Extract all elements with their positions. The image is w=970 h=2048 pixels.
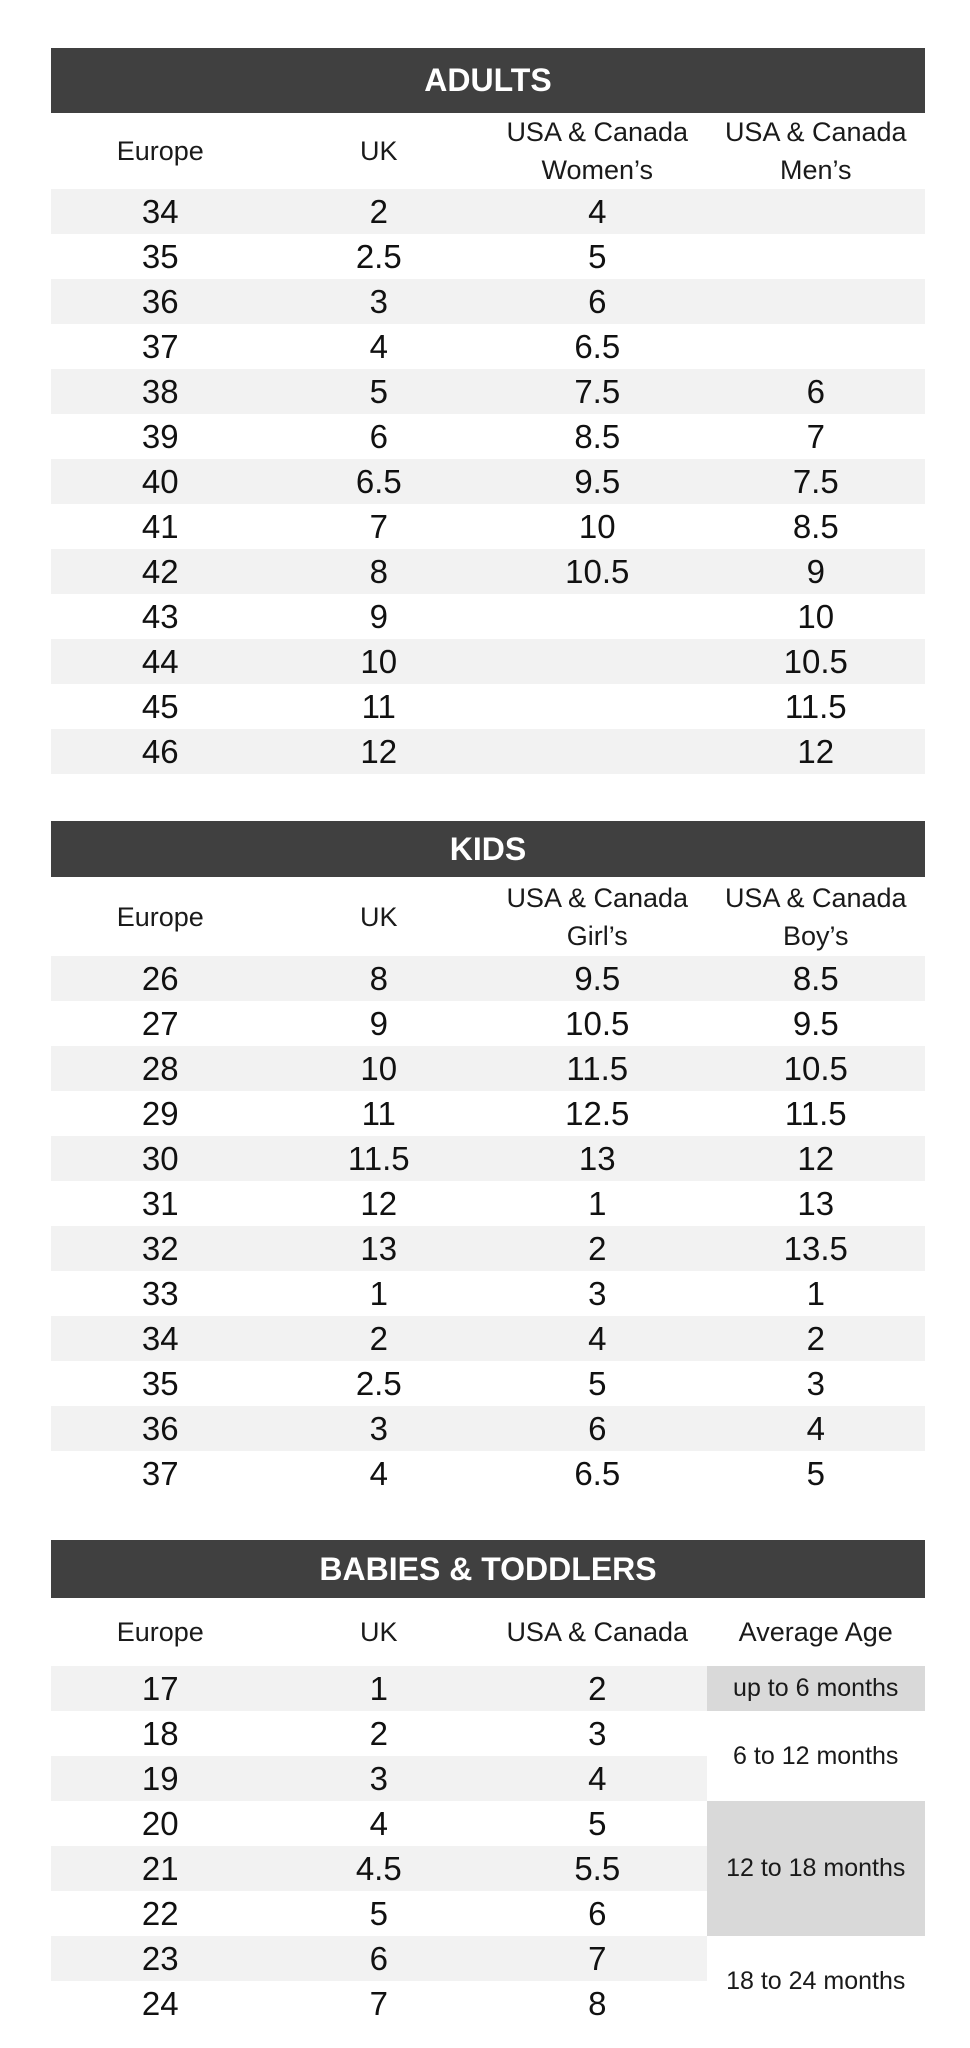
table-cell: 2.5 — [355, 1365, 402, 1402]
table-row — [51, 1846, 707, 1891]
table-cell: 34 — [141, 193, 179, 230]
table-cell: 26 — [141, 960, 179, 997]
kids-column-header — [488, 877, 707, 956]
age-group-cell: up to 6 months — [707, 1666, 926, 1711]
table-cell: 12.5 — [565, 1095, 630, 1132]
table-cell: 41 — [141, 508, 179, 545]
age-group-cell: 18 to 24 months — [726, 1966, 906, 1995]
table-cell: 7 — [588, 1940, 607, 1977]
table-cell: 27 — [141, 1005, 179, 1042]
table-row — [51, 1756, 707, 1801]
table-cell: 11.5 — [566, 1050, 629, 1087]
table-cell: 42 — [141, 553, 179, 590]
table-cell: 4 — [806, 1410, 825, 1447]
age-group-cell: 12 to 18 months — [707, 1801, 926, 1936]
adults-column-header-line: USA & Canada — [724, 117, 907, 147]
table-cell: 3 — [588, 1275, 607, 1312]
table-cell: 6 — [588, 1895, 607, 1932]
kids-column-header — [707, 877, 926, 956]
babies-banner: BABIES & TODDLERS — [51, 1540, 925, 1598]
table-cell: 6.5 — [574, 1455, 621, 1492]
kids-banner: KIDS — [51, 821, 925, 877]
table-cell: 45 — [141, 688, 179, 725]
table-cell: 34 — [141, 1320, 179, 1357]
table-cell: 13.5 — [783, 1230, 848, 1267]
table-cell: 6 — [806, 373, 825, 410]
table-cell: 2.5 — [355, 238, 402, 275]
table-cell: 4 — [588, 1320, 607, 1357]
table-cell: 5 — [369, 1895, 388, 1932]
table-cell: 37 — [141, 1455, 179, 1492]
table-cell: 11.5 — [347, 1140, 410, 1177]
adults-section — [51, 48, 925, 774]
babies-column-header — [707, 1598, 926, 1666]
table-cell: 6.5 — [574, 328, 621, 365]
table-cell: 17 — [141, 1670, 179, 1707]
babies-column-header-line: UK — [359, 1617, 398, 1647]
table-cell: 12 — [360, 733, 398, 770]
adults-column-header — [707, 113, 926, 189]
table-cell: 30 — [141, 1140, 179, 1177]
kids-table-body — [51, 956, 925, 1496]
table-cell: 35 — [141, 1365, 179, 1402]
table-cell: 12 — [360, 1185, 398, 1222]
table-cell: 6 — [369, 418, 388, 455]
adults-header-row — [51, 113, 925, 189]
table-cell: 4 — [369, 328, 388, 365]
table-cell: 10.5 — [565, 1005, 630, 1042]
table-cell: 36 — [141, 283, 179, 320]
table-row — [51, 234, 925, 279]
table-cell: 5 — [588, 238, 607, 275]
table-cell: 8.5 — [574, 418, 621, 455]
table-cell: 5 — [806, 1455, 825, 1492]
table-cell: 9 — [806, 553, 825, 590]
babies-column-header — [270, 1598, 489, 1666]
table-cell: 3 — [588, 1715, 607, 1752]
table-row — [51, 459, 925, 504]
adults-column-header — [51, 113, 270, 189]
table-cell: 4 — [588, 1760, 607, 1797]
table-cell: 10 — [360, 643, 398, 680]
table-cell: 38 — [141, 373, 179, 410]
table-cell: 5 — [588, 1365, 607, 1402]
adults-column-header-line: Europe — [116, 136, 204, 166]
adults-column-header — [488, 113, 707, 189]
adults-column-header-line: Men’s — [779, 155, 852, 185]
babies-column-header-line: Average Age — [738, 1617, 893, 1647]
table-cell: 21 — [141, 1850, 179, 1887]
table-cell: 3 — [369, 1760, 388, 1797]
babies-table-body — [51, 1666, 925, 2026]
table-row — [51, 1181, 925, 1226]
table-cell: 2 — [588, 1670, 607, 1707]
table-cell: 6 — [369, 1940, 388, 1977]
table-row — [51, 729, 925, 774]
table-cell: 9.5 — [574, 960, 621, 997]
kids-column-header — [270, 877, 489, 956]
table-cell: 8 — [588, 1985, 607, 2022]
adults-banner: ADULTS — [51, 48, 925, 113]
table-row — [51, 1451, 925, 1496]
table-cell: 2 — [588, 1230, 607, 1267]
table-row — [51, 1091, 925, 1136]
table-cell: 9.5 — [792, 1005, 839, 1042]
babies-column-header-line: USA & Canada — [506, 1617, 689, 1647]
babies-section — [51, 1540, 925, 2026]
table-cell: 10 — [578, 508, 616, 545]
adults-column-header-line: Women’s — [541, 155, 654, 185]
table-cell: 6 — [588, 283, 607, 320]
table-cell: 35 — [141, 238, 179, 275]
kids-column-header-line: Girl’s — [566, 920, 628, 951]
table-cell: 8.5 — [792, 960, 839, 997]
table-cell: 12 — [797, 733, 835, 770]
table-cell: 10.5 — [565, 553, 630, 590]
table-row — [51, 1316, 925, 1361]
table-row — [51, 1226, 925, 1271]
adults-column-header — [270, 113, 489, 189]
table-cell: 10.5 — [783, 643, 848, 680]
table-cell: 39 — [141, 418, 179, 455]
adults-column-header-line: USA & Canada — [506, 117, 689, 147]
table-cell: 13 — [360, 1230, 398, 1267]
table-row — [51, 549, 925, 594]
table-cell: 5 — [588, 1805, 607, 1842]
table-cell: 20 — [141, 1805, 179, 1842]
table-cell: 13 — [578, 1140, 616, 1177]
table-row — [51, 1046, 925, 1091]
table-cell: 28 — [141, 1050, 179, 1087]
table-row — [51, 1271, 925, 1316]
kids-section — [51, 821, 925, 1496]
kids-column-header-line: USA & Canada — [506, 882, 689, 913]
table-cell: 36 — [141, 1410, 179, 1447]
table-cell: 8.5 — [792, 508, 839, 545]
table-cell: 11.5 — [784, 1095, 847, 1132]
table-row — [51, 594, 925, 639]
kids-header-row — [51, 877, 925, 956]
kids-column-header-line: Europe — [116, 901, 204, 932]
table-cell: 13 — [797, 1185, 835, 1222]
babies-column-header-line: Europe — [116, 1617, 204, 1647]
table-cell: 3 — [806, 1365, 825, 1402]
table-row — [51, 1981, 707, 2026]
table-cell: 10.5 — [783, 1050, 848, 1087]
table-cell: 44 — [141, 643, 179, 680]
table-row — [51, 504, 925, 549]
table-row — [51, 956, 925, 1001]
table-cell: 2 — [369, 1320, 388, 1357]
table-cell: 46 — [141, 733, 179, 770]
table-row — [51, 189, 925, 234]
table-row — [51, 1361, 925, 1406]
table-cell: 5 — [369, 373, 388, 410]
table-cell: 10 — [360, 1050, 398, 1087]
table-cell: 40 — [141, 463, 179, 500]
table-row — [51, 1001, 925, 1046]
table-cell: 7 — [806, 418, 825, 455]
table-cell: 1 — [369, 1670, 388, 1707]
table-row — [51, 684, 925, 729]
table-cell: 18 — [141, 1715, 179, 1752]
table-cell: 23 — [141, 1940, 179, 1977]
table-cell: 3 — [369, 1410, 388, 1447]
kids-column-header-line: USA & Canada — [724, 882, 907, 913]
babies-column-header — [51, 1598, 270, 1666]
table-cell: 7 — [369, 1985, 388, 2022]
table-cell: 9.5 — [574, 463, 621, 500]
table-cell: 22 — [141, 1895, 179, 1932]
table-cell: 5.5 — [574, 1850, 621, 1887]
table-cell: 9 — [369, 1005, 388, 1042]
table-cell: 2 — [369, 1715, 388, 1752]
table-row — [51, 279, 925, 324]
babies-header-row — [51, 1598, 925, 1666]
table-cell: 3 — [369, 283, 388, 320]
table-row — [51, 369, 925, 414]
kids-column-header-line: Boy’s — [782, 920, 849, 951]
table-row — [51, 1711, 707, 1756]
table-cell: 2 — [806, 1320, 825, 1357]
table-cell: 4 — [369, 1455, 388, 1492]
age-group-cell: 6 to 12 months — [733, 1741, 899, 1770]
table-row — [51, 1406, 925, 1451]
table-row — [51, 1801, 707, 1846]
table-cell: 4 — [369, 1805, 388, 1842]
table-cell: 7.5 — [574, 373, 621, 410]
table-row — [51, 639, 925, 684]
table-cell: 11 — [361, 1095, 396, 1132]
table-cell: 1 — [588, 1185, 607, 1222]
kids-column-header-line: UK — [359, 901, 398, 932]
babies-column-header — [488, 1598, 707, 1666]
table-row — [51, 1666, 707, 1711]
table-cell: 2 — [369, 193, 388, 230]
table-cell: 4 — [588, 193, 607, 230]
table-cell: 4.5 — [355, 1850, 402, 1887]
table-cell: 6.5 — [355, 463, 402, 500]
table-row — [51, 1891, 707, 1936]
table-cell: 32 — [141, 1230, 179, 1267]
table-cell: 8 — [369, 960, 388, 997]
table-row — [51, 1136, 925, 1181]
table-cell: 24 — [141, 1985, 179, 2022]
table-cell: 33 — [141, 1275, 179, 1312]
table-cell: 11 — [361, 688, 396, 725]
table-cell: 7 — [369, 508, 388, 545]
table-cell: 29 — [141, 1095, 179, 1132]
table-cell: 1 — [806, 1275, 825, 1312]
table-cell: 9 — [369, 598, 388, 635]
table-cell: 10 — [797, 598, 835, 635]
table-cell: 7.5 — [792, 463, 839, 500]
table-cell: 11.5 — [784, 688, 847, 725]
table-cell: 43 — [141, 598, 179, 635]
table-row — [51, 1936, 707, 1981]
table-cell: 12 — [797, 1140, 835, 1177]
table-cell: 6 — [588, 1410, 607, 1447]
table-row — [51, 324, 925, 369]
kids-column-header — [51, 877, 270, 956]
table-cell: 31 — [141, 1185, 179, 1222]
table-cell: 8 — [369, 553, 388, 590]
table-cell: 37 — [141, 328, 179, 365]
adults-table-body — [51, 189, 925, 774]
table-cell: 1 — [369, 1275, 388, 1312]
table-row — [51, 414, 925, 459]
adults-column-header-line: UK — [359, 136, 398, 166]
table-cell: 19 — [141, 1760, 179, 1797]
